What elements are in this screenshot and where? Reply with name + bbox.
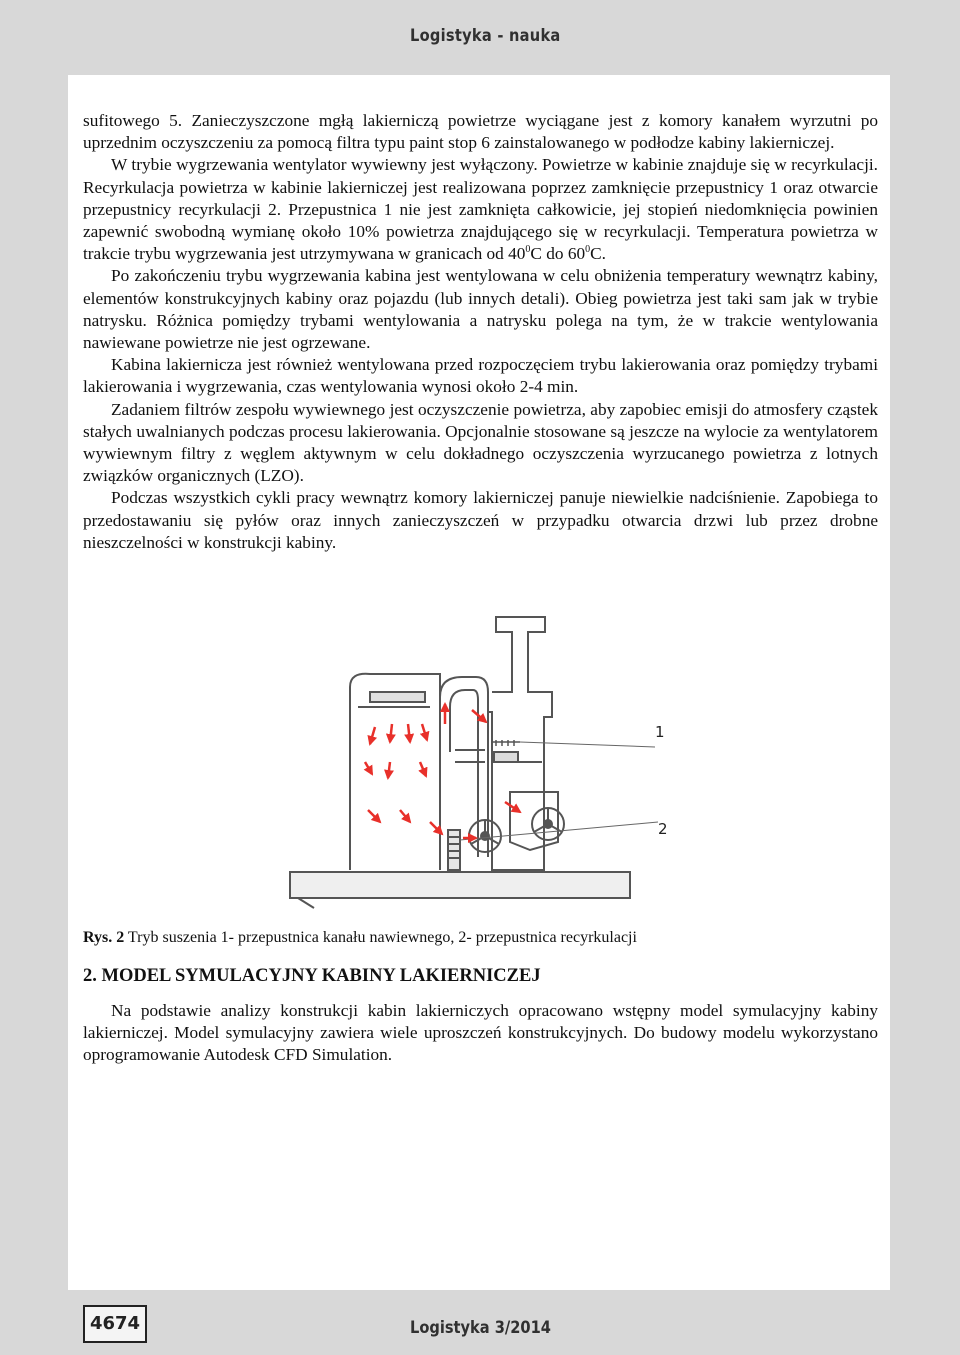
damper-icon [492,740,520,746]
section-heading: 2. MODEL SYMULACYJNY KABINY LAKIERNICZEJ [83,966,541,986]
figure-label-1: 1 [655,723,665,741]
paint-booth-drying-diagram [280,612,700,917]
section-body [83,1000,878,1067]
figure-caption [83,929,637,947]
paragraph: Po zakończeniu trybu wygrzewania kabina jest wentylowana w celu obniżenia temperatury wewnątrz kabiny, elementów konstrukcyjnych kabiny oraz pojazdu (lub innych detali). Obieg powietrza jest taki sam jak w trybie natrysku. Różnica pomiędzy trybami wentylowania a natrysku polega na tym, że w trakcie wentylowania nawiewane powietrze nie jest ogrzewane. [83,266,878,353]
journal-issue: Logistyka 3/2014 [410,1318,551,1338]
caption-text: Tryb suszenia 1- przepustnica kanału nawiewnego, 2- przepustnica recyrkulacji [124,929,637,946]
paragraph-text: W trybie wygrzewania wentylator wywiewny jest wyłączony. Powietrze w kabinie znajduje się w recyrkulacji. Recyrkulacja powietrza w kabinie lakierniczej jest realizowana poprzez zamknięcie przepustnicy 1 oraz otwarcie przepustnicy recyrkulacji 2. Przepustnica 1 nie jest zamknięta całkowicie, jej stopień niedomknięcia powinien zapewnić swobodną wymianę około 10% powietrza znajdującego się w recyrkulacji. Temperatura powietrza w trakcie trybu wygrzewania jest utrzymywana w granicach od 40 [83,155,878,264]
caption-prefix: Rys. 2 [83,929,125,946]
paragraph [83,154,878,265]
fan-icon [469,820,501,852]
airflow-arrows [365,704,520,838]
paragraph: Kabina lakiernicza jest również wentylowana przed rozpoczęciem trybu lakierowania oraz pomiędzy trybami lakierowania i wygrzewania, czas wentylowania wynosi około 2-4 min. [83,355,878,397]
fan-icon [532,808,564,840]
paragraph: Zadaniem filtrów zespołu wywiewnego jest oczyszczenie powietrza, aby zapobiec emisji do atmosfery cząstek stałych uwalnianych podczas procesu lakierowania. Opcjonalnie stosowane są jeszcze na wylocie za wentylatorem wywiewnym filtry z węglem aktywnym w celu dokładnego oczyszczenia wyrzucanego powietrza z lotnych związków organicznych (LZO). [83,399,878,486]
body-text [83,110,878,554]
running-header: Logistyka - nauka [410,26,561,46]
paragraph: Na podstawie analizy konstrukcji kabin lakierniczych opracowano wstępny model symulacyjny kabiny lakierniczej. Model symulacyjny zawiera wiele uproszczeń konstrukcyjnych. Do budowy modelu wykorzystano oprogramowanie Autodesk CFD Simulation. [83,1001,878,1065]
paragraph: Podczas wszystkich cykli pracy wewnątrz komory lakierniczej panuje niewielkie nadciśnienie. Zapobiega to przedostawaniu się pyłów oraz innych zanieczyszczeń w przypadku otwarcia drzwi lub przez drobne nieszczelności w konstrukcji kabiny. [83,488,878,552]
degree-mark: 0 [525,244,531,256]
degree-mark: 0 [585,244,591,256]
booth-outline [290,617,630,908]
paragraph: sufitowego 5. Zanieczyszczone mgłą lakierniczą powietrze wyciągane jest z komory kanałem wyrzutni po uprzednim oczyszczeniu za pomocą filtra typu paint stop 6 zainstalowanego w podłodze kabiny lakierniczej. [83,111,878,153]
page-number: 4674 [83,1305,147,1343]
paragraph-text: C. [590,244,607,264]
paragraph-text: C do 60 [530,244,586,264]
figure-label-2: 2 [658,820,668,838]
